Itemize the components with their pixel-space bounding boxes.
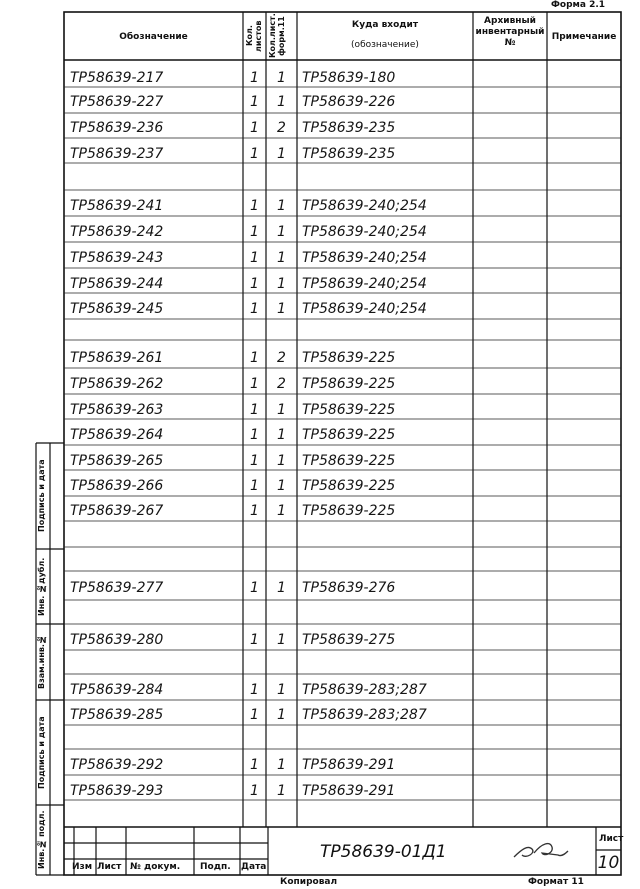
- row-formats: 1: [277, 402, 286, 418]
- row-formats: 1: [277, 632, 286, 648]
- row-formats: 1: [277, 224, 286, 240]
- row-where-used: ТР58639-225: [302, 402, 396, 418]
- footer-copied: Копировал: [280, 877, 338, 887]
- row-where-used: ТР58639-225: [302, 453, 396, 469]
- row-where-used: ТР58639-225: [302, 478, 396, 494]
- row-formats: 1: [277, 478, 286, 494]
- row-formats: 1: [277, 503, 286, 519]
- row-formats: 1: [277, 146, 286, 162]
- row-sheets: 1: [250, 783, 259, 799]
- header-designation: Обозначение: [119, 32, 188, 42]
- row-where-used: ТР58639-283;287: [302, 707, 427, 723]
- row-designation: ТР58639-267: [70, 503, 164, 519]
- row-designation: ТР58639-227: [70, 94, 164, 110]
- row-sheets: 1: [250, 707, 259, 723]
- row-designation: ТР58639-293: [70, 783, 164, 799]
- side-sign-date-1: Подпись и дата: [37, 459, 46, 533]
- side-vzam-inv: Взам.инв.№: [37, 635, 46, 689]
- row-formats: 1: [277, 70, 286, 86]
- row-formats: 2: [277, 376, 286, 392]
- row-sheets: 1: [250, 146, 259, 162]
- row-where-used: ТР58639-240;254: [302, 276, 427, 292]
- row-designation: ТР58639-245: [70, 301, 164, 317]
- row-designation: ТР58639-263: [70, 402, 164, 418]
- row-designation: ТР58639-261: [70, 350, 164, 366]
- row-where-used: ТР58639-226: [302, 94, 396, 110]
- row-where-used: ТР58639-235: [302, 120, 396, 136]
- row-designation: ТР58639-262: [70, 376, 164, 392]
- tb-list: Лист: [97, 862, 122, 872]
- row-formats: 1: [277, 783, 286, 799]
- row-designation: ТР58639-241: [70, 198, 164, 214]
- row-sheets: 1: [250, 757, 259, 773]
- row-formats: 1: [277, 580, 286, 596]
- row-sheets: 1: [250, 198, 259, 214]
- side-inv-orig: Инв.№ подл.: [37, 810, 46, 870]
- row-formats: 1: [277, 427, 286, 443]
- row-formats: 1: [277, 682, 286, 698]
- row-where-used: ТР58639-240;254: [302, 250, 427, 266]
- row-designation: ТР58639-280: [70, 632, 164, 648]
- row-sheets: 1: [250, 94, 259, 110]
- row-sheets: 1: [250, 402, 259, 418]
- row-formats: 1: [277, 301, 286, 317]
- row-designation: ТР58639-236: [70, 120, 164, 136]
- row-where-used: ТР58639-291: [302, 783, 396, 799]
- header-where-used: Куда входит: [351, 20, 419, 30]
- row-formats: 1: [277, 453, 286, 469]
- row-sheets: 1: [250, 376, 259, 392]
- header-archive: Архивный инвентарный №: [475, 16, 545, 48]
- row-sheets: 1: [250, 427, 259, 443]
- header-sheet-count: Кол. листов: [245, 20, 263, 52]
- tb-sheet-label: Лист: [599, 834, 624, 844]
- document-number: ТР58639-01Д1: [320, 842, 447, 862]
- row-designation: ТР58639-264: [70, 427, 164, 443]
- row-designation: ТР58639-237: [70, 146, 164, 162]
- row-formats: 1: [277, 757, 286, 773]
- row-sheets: 1: [250, 632, 259, 648]
- row-formats: 1: [277, 707, 286, 723]
- row-sheets: 1: [250, 580, 259, 596]
- row-sheets: 1: [250, 350, 259, 366]
- row-sheets: 1: [250, 478, 259, 494]
- row-designation: ТР58639-292: [70, 757, 164, 773]
- row-sheets: 1: [250, 503, 259, 519]
- row-sheets: 1: [250, 682, 259, 698]
- row-designation: ТР58639-242: [70, 224, 164, 240]
- row-designation: ТР58639-244: [70, 276, 164, 292]
- signature-mark: [508, 835, 574, 865]
- row-designation: ТР58639-285: [70, 707, 164, 723]
- row-where-used: ТР58639-275: [302, 632, 396, 648]
- row-designation: ТР58639-277: [70, 580, 164, 596]
- row-formats: 1: [277, 94, 286, 110]
- row-where-used: ТР58639-283;287: [302, 682, 427, 698]
- footer-format: Формат 11: [528, 877, 584, 887]
- row-sheets: 1: [250, 453, 259, 469]
- side-sign-date-2: Подпись и дата: [37, 716, 46, 789]
- row-formats: 1: [277, 250, 286, 266]
- row-sheets: 1: [250, 276, 259, 292]
- header-format-count: Кол.лист. форм.11: [268, 13, 286, 58]
- row-where-used: ТР58639-240;254: [302, 198, 427, 214]
- row-designation: ТР58639-243: [70, 250, 164, 266]
- row-formats: 1: [277, 198, 286, 214]
- form-label: Форма 2.1: [551, 0, 606, 10]
- row-sheets: 1: [250, 301, 259, 317]
- row-sheets: 1: [250, 224, 259, 240]
- row-designation: ТР58639-217: [70, 70, 164, 86]
- row-where-used: ТР58639-291: [302, 757, 396, 773]
- row-where-used: ТР58639-235: [302, 146, 396, 162]
- tb-sheet-number: 10: [597, 853, 620, 873]
- row-designation: ТР58639-266: [70, 478, 164, 494]
- row-sheets: 1: [250, 70, 259, 86]
- tb-data: Дата: [241, 862, 267, 872]
- header-note: Примечание: [551, 32, 617, 42]
- side-inv-dubl: Инв. №дубл.: [37, 557, 46, 616]
- row-where-used: ТР58639-276: [302, 580, 396, 596]
- row-where-used: ТР58639-240;254: [302, 224, 427, 240]
- row-where-used: ТР58639-225: [302, 503, 396, 519]
- header-where-used-sub: (обозначение): [351, 40, 419, 50]
- row-where-used: ТР58639-225: [302, 350, 396, 366]
- row-sheets: 1: [250, 250, 259, 266]
- tb-podp: Подп.: [200, 862, 231, 872]
- row-where-used: ТР58639-225: [302, 376, 396, 392]
- row-where-used: ТР58639-180: [302, 70, 396, 86]
- row-formats: 2: [277, 120, 286, 136]
- row-sheets: 1: [250, 120, 259, 136]
- tb-doc-no: № докум.: [130, 862, 181, 872]
- row-designation: ТР58639-265: [70, 453, 164, 469]
- row-where-used: ТР58639-240;254: [302, 301, 427, 317]
- row-formats: 1: [277, 276, 286, 292]
- tb-izm: Изм: [72, 862, 93, 872]
- row-formats: 2: [277, 350, 286, 366]
- row-where-used: ТР58639-225: [302, 427, 396, 443]
- row-designation: ТР58639-284: [70, 682, 164, 698]
